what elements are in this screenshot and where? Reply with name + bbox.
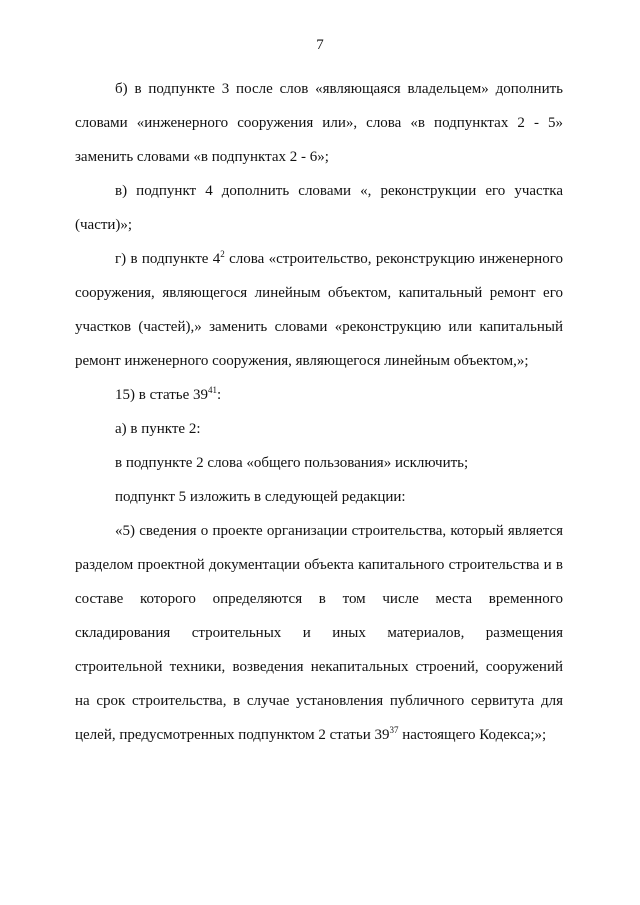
- article-15-text-end: :: [217, 387, 222, 403]
- quote-5-text-end: настоящего Кодекса;»;: [398, 727, 547, 743]
- paragraph-a: а) в пункте 2:: [115, 421, 201, 437]
- paragraph-g-text-start: г) в подпункте 4: [115, 251, 221, 267]
- superscript-41: 41: [208, 385, 218, 395]
- paragraph-v: в) подпункт 4 дополнить словами «, реконструкции его участка (части)»;: [75, 183, 563, 233]
- superscript-37: 37: [389, 725, 399, 735]
- article-15-text-start: 15) в статье 39: [115, 387, 209, 403]
- paragraph-g-text-end: слова «строительство, реконструкцию инженерного сооружения, являющегося линейным объектом, капитальный ремонт его участков (частей),» заменить словами «реконструкцию или капитальный ремонт инженерного сооружения, являющегося линейным объектом,»;: [75, 251, 563, 369]
- document-body: [75, 72, 563, 752]
- superscript-2: 2: [220, 249, 225, 259]
- paragraph-subclause-2: в подпункте 2 слова «общего пользования» исключить;: [115, 455, 469, 471]
- paragraph-article-15: [75, 378, 563, 412]
- page-number: 7: [316, 37, 324, 53]
- paragraph-quote-5: [75, 514, 563, 752]
- paragraph-subclause-5: подпункт 5 изложить в следующей редакции:: [115, 489, 406, 505]
- paragraph-b: б) в подпункте 3 после слов «являющаяся владельцем» дополнить словами «инженерного сооружения или», слова «в подпунктах 2 - 5» заменить словами «в подпунктах 2 - 6»;: [75, 81, 563, 165]
- quote-5-text-start: «5) сведения о проекте организации строительства, который является разделом проектной документации объекта капитального строительства и в составе которого определяются в том числе места временного складирования строительных и иных материалов, размещения строительной техники, возведения некапитальных строений, сооружений на срок строительства, в случае установления публичного сервитута для целей, предусмотренных подпунктом 2 статьи 39: [75, 523, 563, 743]
- paragraph-g: [75, 242, 563, 378]
